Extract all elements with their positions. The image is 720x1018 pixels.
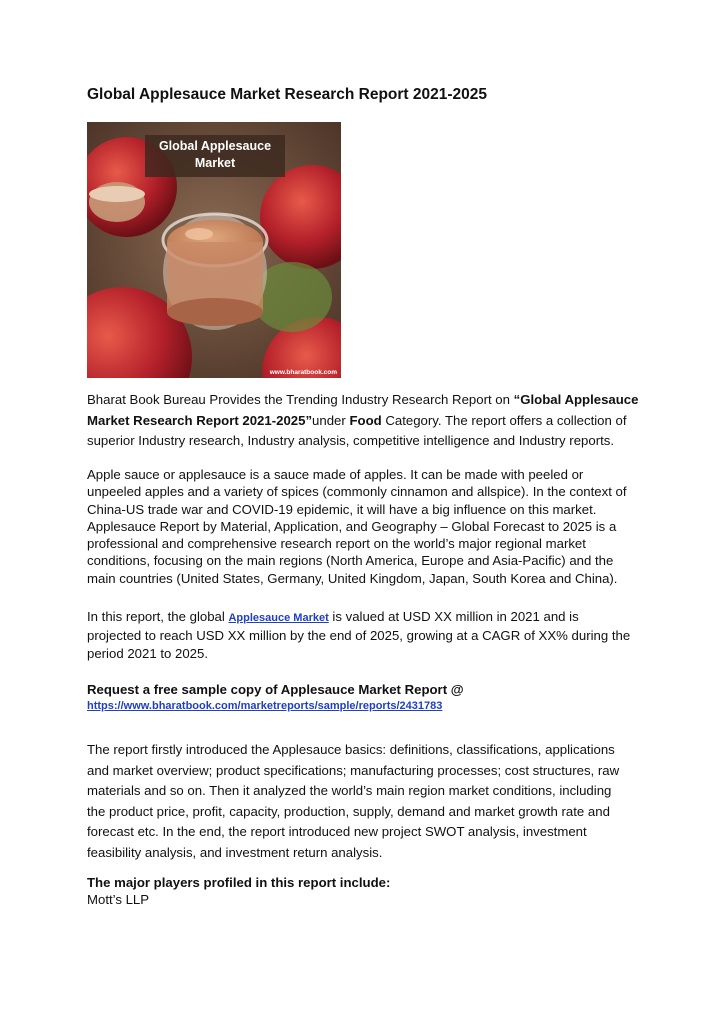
market-value-paragraph — [87, 608, 635, 662]
intro-lead: Bharat Book Bureau Provides the Trending Industry Research Report on — [87, 392, 514, 407]
intro-paragraph — [87, 390, 639, 452]
overview-line: feasibility analysis, and investment return analysis. — [87, 844, 383, 860]
market-value-line-2: projected to reach USD XX million by the end of 2025, growing at a CAGR of XX% during the — [87, 628, 631, 644]
overview-line: the product price, profit, capacity, production, supply, demand and market growth rate and — [87, 803, 610, 819]
overview-line: forecast etc. In the end, the report introduced new project SWOT analysis, investment — [87, 824, 587, 839]
report-name-part1: “Global Applesauce — [513, 392, 639, 407]
hero-title-line2: Market — [194, 156, 236, 170]
overview-line: materials and so on. Then it analyzed the world’s main region market conditions, including — [87, 783, 612, 798]
description-line: unpeeled apples and a variety of spices (commonly cinnamon and allspice). In the context of — [87, 484, 627, 500]
report-overview-paragraph — [87, 740, 635, 863]
hero-title-line1: Global Applesauce — [158, 139, 272, 153]
intro-rest-a: Category. The report offers a collection of — [381, 412, 627, 428]
applesauce-hero-image — [87, 122, 341, 378]
applesauce-market-link[interactable]: Applesauce Market — [228, 612, 329, 624]
players-heading: The major players profiled in this report include: — [87, 875, 391, 890]
description-line: main countries (United States, Germany, United Kingdom, Japan, South Korea and China). — [87, 570, 618, 586]
market-value-line-3: period 2021 to 2025. — [87, 645, 208, 661]
market-value-line-1 — [87, 608, 635, 627]
hero-title-banner — [145, 135, 285, 177]
market-value-after: is valued at USD XX million in 2021 and is — [328, 609, 579, 624]
overview-line: and market overview; product specifications; manufacturing processes; cost structures, raw — [87, 762, 620, 778]
description-line: Applesauce Report by Material, Application, and Geography – Global Forecast to 2025 is a — [87, 518, 617, 534]
market-value-before: In this report, the global — [87, 609, 229, 624]
player-item: Mott’s LLP — [87, 892, 150, 908]
description-line: Apple sauce or applesauce is a sauce made of apples. It can be made with peeled or — [87, 467, 584, 482]
players-block — [87, 874, 635, 909]
report-name-part2: Market Research Report 2021-2025” — [87, 412, 313, 428]
intro-line-2 — [87, 411, 635, 432]
sample-request-heading: Request a free sample copy of Applesauce Market Report @ — [87, 682, 464, 697]
intro-line-1 — [87, 390, 639, 411]
sample-request-url[interactable]: https://www.bharatbook.com/marketreports/sample/reports/2431783 — [87, 700, 443, 713]
sample-request-block — [87, 681, 635, 716]
hero-credit: www.bharatbook.com — [269, 369, 337, 376]
description-paragraph — [87, 466, 635, 587]
document-title: Global Applesauce Market Research Report 2021-2025 — [87, 86, 488, 103]
description-line: conditions, focusing on the main regions (North America, Europe and Asia-Pacific) and the — [87, 553, 614, 569]
intro-line-3: superior Industry research, Industry analysis, competitive intelligence and Industry reports. — [87, 433, 615, 448]
category-name: Food — [349, 412, 382, 428]
intro-under: under — [312, 412, 350, 428]
description-line: professional and comprehensive research report on the world’s major regional market — [87, 536, 586, 552]
description-line: China-US trade war and COVID-19 epidemic, it will have a big influence on this market. — [87, 501, 597, 517]
overview-line: The report firstly introduced the Applesauce basics: definitions, classifications, applications — [87, 742, 615, 757]
